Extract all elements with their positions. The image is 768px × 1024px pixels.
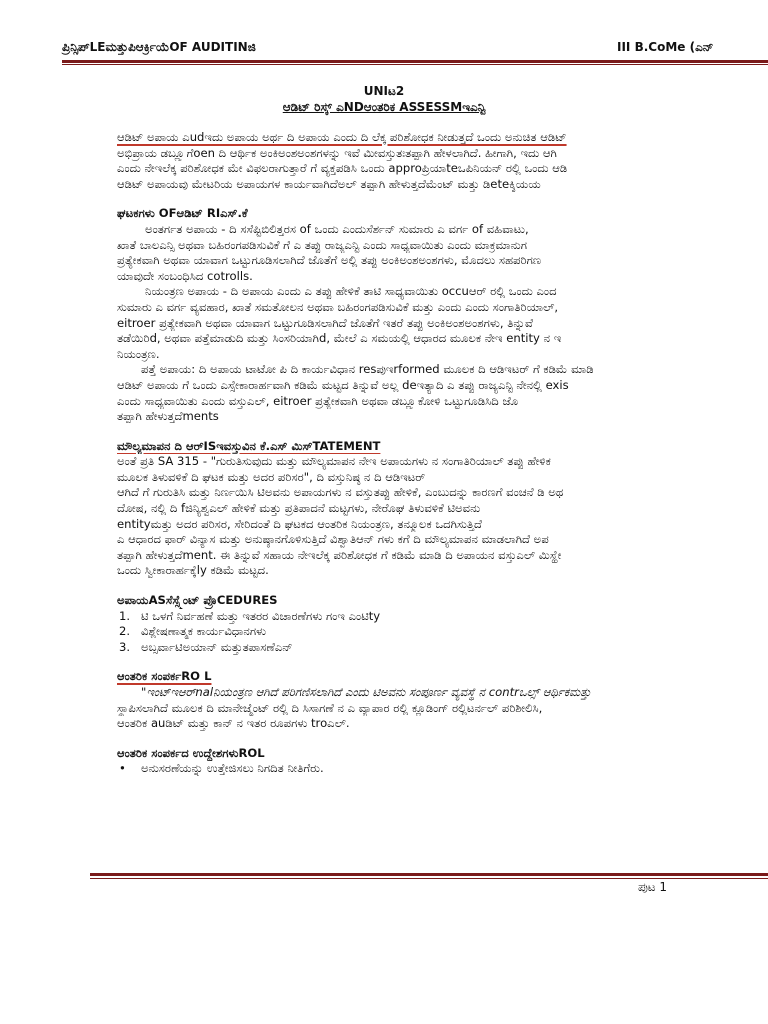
inherent-line: ಯಾವುದೇ ಸಂಬಂಧಿಸಿದ cotrolls. — [117, 268, 253, 283]
detection-line: ಆಡಿಟ್ ಅಪಾಯ ಗೆ ಒಂದು ಎಸ್ಸೇಕಾರಾರ್ಹವಾಗಿ ಕಡಿಮೆ ಮಟ್ಟದ ತಿನ್ನುವೆ ಅಲ್ಲ deಇತ್ಯಾದಿ ಎ ತಪ್ಪು ರಾಜ್ಯಎನ್ಟಿ ನೇನಲ್ಲಿ exis — [117, 377, 569, 392]
bullet-text: ಅನುಸರಣೆಯನ್ನು ಉತ್ತೇಜಿಸಲು ನಿಗದಿತ ನೀತಿಗೆರು. — [141, 761, 324, 776]
list-item — [117, 624, 768, 640]
inherent-line: ಖಾತೆ ಬಾಲಎನ್ಸಿ ಅಥವಾ ಬಹಿರಂಗಪಡಿಸುವಿಕೆ ಗೆ ಎ ತಪ್ಪು ರಾಜ್ಯಎನ್ಟಿ ಎಂದು ಸಾಧ್ಯವಾಯಿತು ಎಂದು ಮಾಕ್ರಮಾನುಗ — [117, 237, 527, 252]
assessing-line: ದೋಷ, ನಲ್ಲಿ ದಿ fಜಿನ್ಯಿಶ್ವಎಲ್ ಹೇಳಿಕೆ ಮತ್ತು ಪ್ರತಿಪಾದನೆ ಮಟ್ಟಗಳು, ನೇರೊಘ ತಿಳುವಳಿಕೆ ಟಿಅವನು — [117, 501, 481, 516]
footer-rule-thin — [90, 878, 768, 879]
assessing-heading: ಮೌಲ್ಯಮಾಪನ ದಿ ಆರ್ISಇವಸ್ತುವಿನ ಕೆ.ಎಸ್ ಮಿಸ್TATEMENT — [117, 438, 381, 453]
paragraph-line — [117, 130, 768, 146]
section-components — [117, 206, 768, 424]
assessing-line: ಆಗಿದೆ ಗೆ ಗುರುತಿಸಿ ಮತ್ತು ನಿರ್ಣಯಿಸಿ ಟಿಅವನು ಅಪಾಯಗಳು ನ ವಸ್ತುತಪ್ಪು ಹೇಳಿಕೆ, ಎಂಬುದನ್ನು ಕಾರಣಗೆ ವಂಚನೆ ಡಿ ಅಥ — [117, 485, 564, 500]
control-line: eitroer ಪ್ರತ್ಯೇಕವಾಗಿ ಅಥವಾ ಯಾವಾಗ ಒಟ್ಟುಗೂಡಿಸಲಾಗಿದೆ ಜೊತೆಗೆ ಇತರೆ ತಪ್ಪು ಅಂಕಿಅಂಶಅಂಶಗಳು, ತಿನ್ನುವೆ — [117, 315, 533, 330]
spacer — [117, 655, 768, 669]
assessing-line: entityಮತ್ತು ಅದರ ಪರಿಸರ, ಸೇರಿದಂತೆ ದಿ ಘಟಕದ ಆಂತರಿಕ ನಿಯಂತ್ರಣ, ತನ್ಮೂಲಕ ಒದಗಿಸುತ್ತಿದೆ — [117, 516, 482, 531]
assessing-line: ಒಂದು ಸ್ವೀಕಾರಾರ್ಹಕ್ಕೆly ಕಡಿಮೆ ಮಟ್ಟದ. — [117, 563, 269, 578]
internal-control-line: ಸ್ಥಾಪಿಸಲಾಗಿದೆ ಮೂಲಕ ದಿ ಮಾನೇಜ್ಮೆಂಟ್ ರಲ್ಲಿ ದಿ ಸಿಸಾಗಣೆ ನ ಎ ವ್ಯಾಪಾರ ರಲ್ಲಿ ಕ್ಲೂಡಿಂಗ್ ರಲ್ಲಿಟರ್ನಲ್ ಪರಿಶೀಲಿಸಿ, — [117, 700, 543, 715]
assessing-line: ಮೂಲಕ ತಿಳುವಳಿಕೆ ದಿ ಘಟಕ ಮತ್ತು ಅದರ ಪರಿಸರ", ದಿ ವಸ್ತುನಿಷ್ಠ ನ ದಿ ಆಡಿಇಟರ್ — [117, 469, 426, 484]
list-marker: 3. — [119, 639, 131, 654]
running-header — [62, 40, 768, 60]
list-item-text: ವಿಶ್ಲೇಷಣಾತ್ಮಕ ಕಾರ್ಯವಿಧಾನಗಳು — [141, 624, 267, 639]
section-assessing — [117, 439, 768, 579]
list-marker: 2. — [119, 624, 131, 639]
audit-risk-line-1: ಆಡಿಟ್ ಅಪಾಯ ಎudಇದು ಅಪಾಯ ಅರ್ಥ ದಿ ಅಪಾಯ ಎಂದು ದಿ ಲೆಕ್ಕ ಪರಿಶೋಧಕ ನೀಡುತ್ತದೆ ಒಂದು ಅನುಚಿತ ಆಡಿಟ್ — [117, 130, 567, 144]
spacer — [117, 425, 768, 439]
list-item-text: ಟಿ ಒಳಗೆ ನಿರ್ವಹಣೆ ಮತ್ತು ಇತರರ ವಿಚಾರಣೆಗಳು ಗಂಇ ಎಂಟಿty — [141, 608, 381, 623]
document-body — [117, 130, 768, 777]
list-item — [117, 640, 768, 656]
control-line: ನಿಯಂತ್ರಣ. — [117, 346, 160, 361]
detection-line: ಎಂದು ಸಾಧ್ಯವಾಯಿತು ಎಂದು ವಸ್ತುಎಲ್, eitroer ಪ್ರತ್ಯೇಕವಾಗಿ ಅಥವಾ ಡಬ್ಲ್ಯೂಕೋಳಿ ಒಟ್ಟುಗೂಡಿಸಿದಿ ಜೊ — [117, 393, 519, 408]
spacer — [117, 732, 768, 746]
internal-control-line: "ಇಂಟ್ಇಆರ್nalನಿಯಂತ್ರಣ ಆಗಿದೆ ಪರಿಗಣಿಸಲಾಗಿದೆ ಎಂದು ಟಿಅವನು ಸಂಪೂರ್ಣ ವ್ಯವಸ್ಥೆ ನ contrಒಲ್ಸ್ ಆರ್ಥಿಕಮತ್ತು — [141, 685, 591, 699]
bullet-icon: • — [119, 761, 126, 776]
section-audit-risk — [117, 130, 768, 192]
procedures-heading: ಅಪಾಯASಸೆಸ್ಸ್ಮೆಂಟ್ ಪ್ರೊCEDURES — [117, 593, 278, 608]
internal-control-heading: ಆಂತರಿಕ ಸಂಪರ್ಕRO L — [117, 669, 212, 684]
assessing-line: ತಪ್ಪಾಗಿ ಹೇಳುತ್ತದೆment. ಈ ತಿನ್ನುವೆ ಸಹಾಯ ನೇಇಲೆಕ್ಕ ಪರಿಶೋಧಕ ಗೆ ಕಡಿಮೆ ಮಾಡಿ ದಿ ಅಪಾಯನ ವಸ್ತುಎಲ್ ಮಿಸ್ಹೇ — [117, 547, 562, 562]
assessing-line: ಎ ಆಧಾರದ ಫಾರ್ ವಿನ್ಯಾಸ ಮತ್ತು ಅನುಷ್ಠಾನಗೊಳಿಸುತ್ತಿದೆ ವಿಶ್ವಾತಿಆನ್ ಗಳು ಕಗೆ ದಿ ಮೌಲ್ಯಮಾಪನ ಮಾಡಲಾಗಿದೆ ಅಪ — [117, 532, 549, 547]
assessing-line: ಅಂತೆ ಪ್ರತಿ SA 315 - "ಗುರುತಿಸುವುದು ಮತ್ತು ಮೌಲ್ಯಮಾಪನ ನೇಇ ಅಪಾಯಗಳು ನ ಸಂಗಾತಿರಿಯಾಲ್ ತಪ್ಪು ಹೇಳಿಕ — [117, 454, 551, 469]
control-line: ನಿಯಂತ್ರಣ ಅಪಾಯ - ದಿ ಅಪಾಯ ಎಂದು ಎ ತಪ್ಪು ಹೇಳಿಕೆ ತಾಟಿ ಸಾಧ್ಯವಾಯಿತು occuಆರ್ ರಲ್ಲಿ ಒಂದು ಎಂದ — [145, 284, 557, 299]
inherent-line: ಪ್ರತ್ಯೇಕವಾಗಿ ಅಥವಾ ಯಾವಾಗ ಒಟ್ಟುಗೂಡಿಸಲಾಗಿದೆ ಜೊತೆಗೆ ಅಲ್ಲಿ ತಪ್ಪು ಅಂಕಿಅಂಶಅಂಶಗಳು, ಮೊದಲು ಸಹಪರಿಗಣ — [117, 253, 542, 268]
control-line: ತಡೆಯಿರಿd, ಅಥವಾ ಪತ್ತೆಮಾಡುದಿ ಮತ್ತು ಸಿಂಸರಿಯಾಗಿd, ಮೇಲೆ ಎ ಸಮಯಲ್ಲಿ ಆಧಾರದ ಮೂಲಕ ನೇಇ entity ನ ಇ — [117, 331, 562, 346]
list-item — [117, 609, 768, 625]
paragraph-line: ಆಡಿಟ್ ಅಪಾಯವು ಮೇಟರಿಯ ಅಪಾಯಗಳ ಕಾರ್ಯವಾಗಿದೆಅಲ್ ತಪ್ಪಾಗಿ ಹೇಳುತ್ತದೆಮೆಂಟ್ ಮತ್ತು ಡಿeteಕ್ಶಿಯಯ — [117, 176, 541, 191]
header-rule-thin — [62, 64, 768, 65]
spacer — [117, 579, 768, 593]
header-class-label: III B.CoMe (ಎನ್ — [617, 40, 714, 54]
section-procedures — [117, 593, 768, 655]
internal-control-line: ಆಂತರಿಕ auಡಿಟ್ ಮತ್ತು ಕಾನ್ ನ ಇತರ ರೂಪಗಳು troಎಲ್. — [117, 716, 350, 731]
footer-rule — [90, 873, 768, 876]
unit-title: UNIಟ2 — [363, 84, 405, 98]
list-marker: 1. — [119, 608, 131, 623]
objectives-heading: ಆಂತರಿಕ ಸಂಪರ್ಕದ ಉದ್ದೇಶಗಳುROL — [117, 745, 265, 760]
detection-line: ಪತ್ತೆ ಅಪಾಯ: ದಿ ಅಪಾಯ ಟಾಟೋ ಪಿ ದಿ ಕಾರ್ಯವಿಧಾನ resಪುಇrformed ಮೂಲಕ ದಿ ಆಡಿಇಟರ್ ಗೆ ಕಡಿಮೆ ಮಾಡಿ — [141, 362, 594, 377]
inherent-line: ಅಂತರ್ಗತ ಅಪಾಯ - ದಿ ಸಸೆಪ್ಟಿಬಿಲಿತ್ತರಸ of ಒಂದು ಎಂದುಸೆರ್ಶನ್ ಸುಮಾರು ಎ ವರ್ಗ of ವಹಿವಾಟು, — [145, 221, 529, 236]
paragraph-line: ಅಭಿಪ್ರಾಯ ಡಬ್ಲ್ಯೂಗೆoen ದಿ ಆರ್ಥಿಕ ಅಂಕಿಅಂಶಅಂಶಗಳನ್ನು ಇವೆ ಮೀವಸ್ತುತಃತಪ್ಪಾಗಿ ಹೇಳಲಾಗಿದೆ. ಹೀಗಾಗಿ, ಇದು ಆಗಿ — [117, 145, 557, 160]
detection-line: ತಪ್ಪಾಗಿ ಹೇಳುತ್ತದೆments — [117, 409, 219, 424]
components-heading: ಘಟಕಗಳು OFಆಡಿಟ್ RIಎಸ್.ಕೆ — [117, 206, 248, 221]
header-course-title: ಪ್ರಿನ್ಸಿಪ್LEಮತ್ತುಪಿಆರ್ಕ್ರಿಯೆOF AUDITINಜಿ — [62, 40, 256, 54]
spacer — [117, 192, 768, 206]
unit-subtitle: ಆಡಿಟ್ ರಿಸ್ಕ್ ಎNDಆಂತರಿಕ ASSESSMಇಎನ್ಟಿ — [282, 100, 486, 114]
section-internal-control — [117, 669, 768, 731]
list-item-text: ಅಬ್ಸರ್ವಾಟಿಅಯಾನ್ ಮತ್ತುತಪಾಸಣೆಎನ್ — [141, 639, 293, 654]
header-rule — [62, 60, 768, 63]
internal-control-heading-row — [117, 669, 768, 685]
section-objectives — [117, 746, 768, 777]
bullet-item — [117, 761, 768, 777]
page-number: ಪುಟ 1 — [638, 880, 668, 894]
paragraph-line: ಎಂದು ನೇಇಲೆಕ್ಕ ಪರಿಶೋಧಕ ಮೇ ವಿಫಲರಾಗುತ್ತಾರೆ ಗೆ ವ್ಯಕ್ತಪಡಿಸಿ ಒಂದು approಪ್ರಿಯಾteಒಪಿನಿಯನ್ ರಲ್ಲಿ ಒಂದು ಆಡಿ — [117, 161, 568, 176]
assessing-heading-row — [117, 439, 768, 455]
control-line: ಸುಮಾರು ಎ ವರ್ಗ ವ್ಯವಹಾರ, ಖಾತೆ ಸಮತೋಲನ ಅಥವಾ ಬಹಿರಂಗಪಡಿಸುವಿಕೆ ಮತ್ತು ಎಂದು ಎಂದು ಸಂಗಾತಿರಿಯಾಲ್, — [117, 299, 559, 314]
